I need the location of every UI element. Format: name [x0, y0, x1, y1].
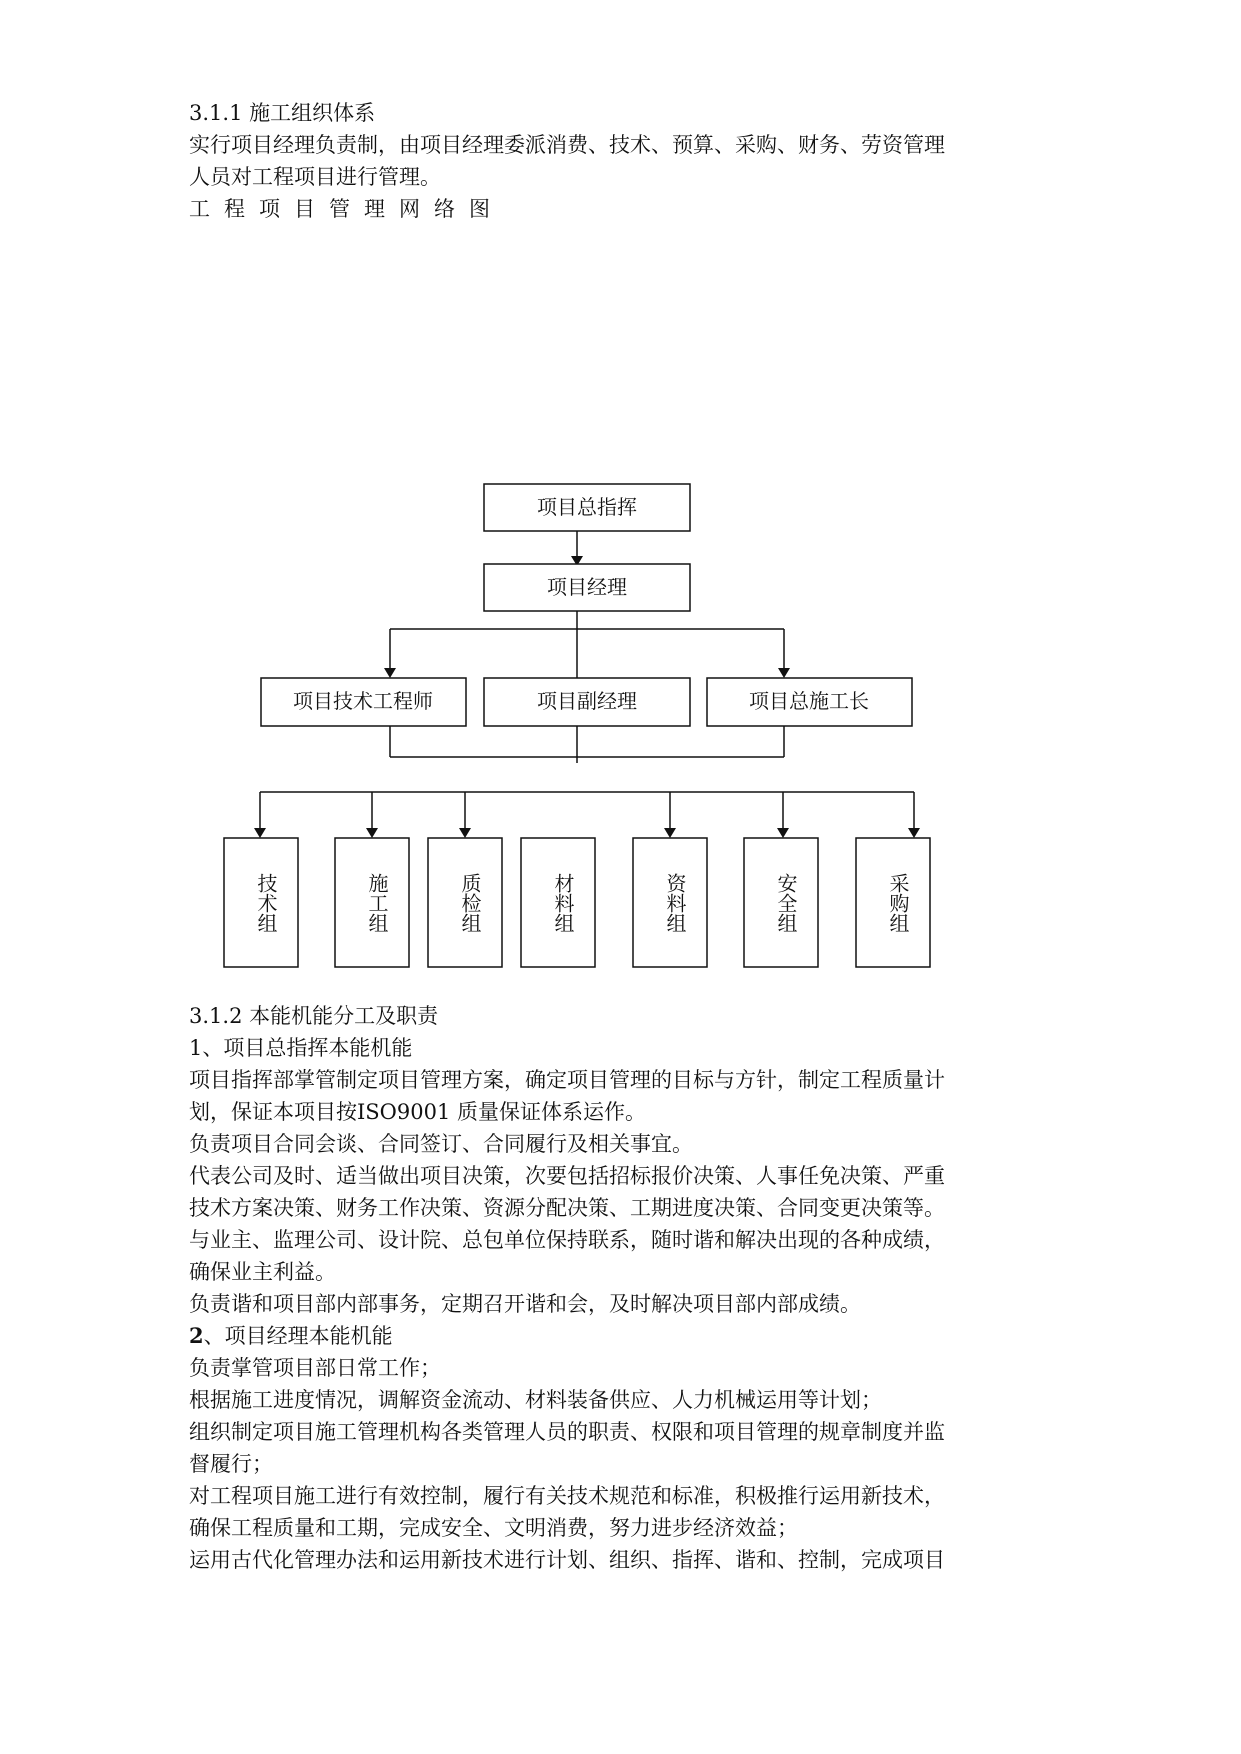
- chart-label-group: 材料组: [551, 873, 575, 933]
- paragraph-line: 项目指挥部掌管制定项目管理方案，确定项目管理的目标与方针，制定工程质量计: [189, 1068, 945, 1092]
- chart-label-group: 资料组: [663, 873, 687, 933]
- arrowhead: [459, 828, 471, 838]
- arrowhead: [777, 828, 789, 838]
- paragraph-line: 人员对工程项目进行管理。: [189, 165, 441, 189]
- chart-label-level2: 项目总施工长: [749, 689, 869, 713]
- paragraph-line: 运用古代化管理办法和运用新技术进行计划、组织、指挥、谐和、控制，完成项目: [189, 1548, 945, 1572]
- chart-label-top: 项目总指挥: [537, 495, 637, 519]
- chart-label-level2: 项目副经理: [537, 689, 637, 713]
- chart-label-group: 施工组: [365, 873, 389, 933]
- paragraph-line: 根据施工进度情况，调解资金流动、材料装备供应、人力机械运用等计划；: [189, 1388, 882, 1412]
- paragraph-line: 确保工程质量和工期，完成安全、文明消费，努力进步经济效益；: [189, 1516, 798, 1540]
- paragraph-line: 确保业主利益。: [189, 1260, 336, 1284]
- subheading-number: 1: [189, 1036, 203, 1060]
- arrowhead: [384, 668, 396, 678]
- subheading-2: [189, 1320, 393, 1352]
- chart-label-group: 技术组: [254, 873, 278, 933]
- chart-label-group: 安全组: [774, 873, 798, 933]
- paragraph-line: 技术方案决策、财务工作决策、资源分配决策、工期进度决策、合同变更决策等。: [189, 1196, 945, 1220]
- paragraph-line: 负责项目合同会谈、合同签订、合同履行及相关事宜。: [189, 1132, 693, 1156]
- subheading-text: 、项目总指挥本能机能: [202, 1036, 413, 1060]
- paragraph-line: 实行项目经理负责制，由项目经理委派消费、技术、预算、采购、财务、劳资管理: [189, 133, 945, 157]
- subheading-number: 2: [189, 1323, 204, 1348]
- arrowhead: [908, 828, 920, 838]
- subheading-1: [189, 1032, 412, 1064]
- paragraph-line: 与业主、监理公司、设计院、总包单位保持联系，随时谐和解决出现的各种成绩，: [189, 1228, 945, 1252]
- arrowhead: [778, 668, 790, 678]
- chart-label-level2: 项目技术工程师: [293, 689, 433, 713]
- chart-label-manager: 项目经理: [547, 575, 627, 599]
- section-heading-3-1-2: 3.1.2 本能机能分工及职责: [189, 1004, 439, 1028]
- paragraph-line: 对工程项目施工进行有效控制，履行有关技术规范和标准，积极推行运用新技术，: [189, 1484, 945, 1508]
- paragraph-line: 督履行；: [189, 1452, 273, 1476]
- section-heading-3-1-1: 3.1.1 施工组织体系: [189, 101, 376, 125]
- paragraph-line: 代表公司及时、适当做出项目决策，次要包括招标报价决策、人事任免决策、严重: [189, 1164, 945, 1188]
- chart-caption: 工程项目管理网络图: [189, 197, 504, 221]
- arrowhead: [664, 828, 676, 838]
- paragraph-line: 划，保证本项目按ISO9001 质量保证体系运作。: [189, 1100, 647, 1124]
- subheading-text: 、项目经理本能机能: [203, 1324, 393, 1348]
- paragraph-line: 组织制定项目施工管理机构各类管理人员的职责、权限和项目管理的规章制度并监: [189, 1420, 945, 1444]
- paragraph-line: 负责掌管项目部日常工作；: [189, 1356, 441, 1380]
- chart-label-group: 质检组: [458, 873, 482, 933]
- paragraph-line: 负责谐和项目部内部事务，定期召开谐和会，及时解决项目部内部成绩。: [189, 1292, 861, 1316]
- chart-label-group: 采购组: [886, 873, 910, 933]
- arrowhead: [254, 828, 266, 838]
- arrowhead: [366, 828, 378, 838]
